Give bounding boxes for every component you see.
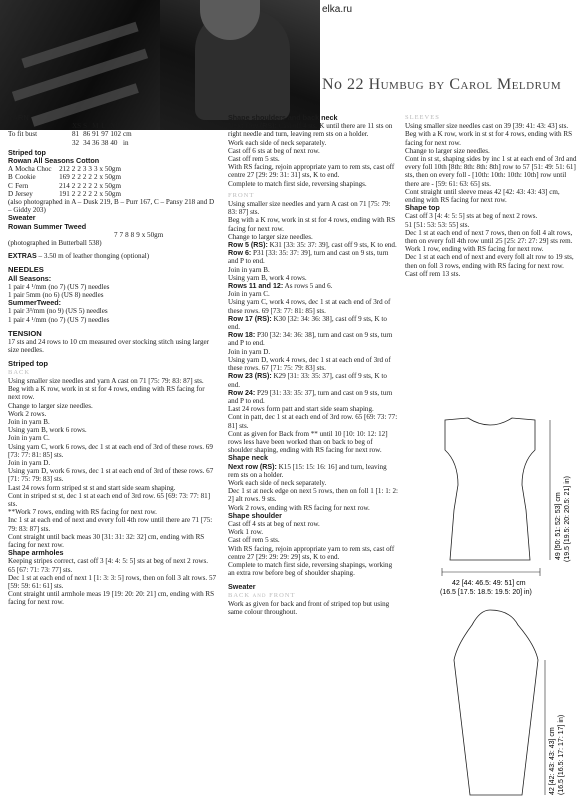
instruction-line: Keeping stripes correct, cast off 3 [4: 4: 5: 5] sts at beg of next 2 rows. xyxy=(8,557,209,566)
sweater-instruction: Work as given for back and front of striped top but using same colour throughout. xyxy=(228,599,390,616)
column-middle xyxy=(228,114,398,616)
instruction-line: Join in yarn C. xyxy=(228,290,270,299)
instruction-line: Cont in striped st st, dec 1 st at each end of 3rd row. 65 [69: 73: 77: 81] sts. xyxy=(8,491,211,508)
needle-line: 1 pair 4 ¹/mm (no 7) (US 7) needles xyxy=(8,282,110,291)
colour-row: C Fern 214 2 2 2 2 2 x 50gm xyxy=(8,181,121,190)
instruction-line: Using yarn D, work 6 rows, dec 1 st at each end of 3rd of these rows. 67 [71: 75: 79: 83] sts. xyxy=(8,467,214,484)
instruction-line: Row 24: P29 [31: 33: 35: 37], turn and cast on 9 sts, turn and P to end. xyxy=(228,388,393,405)
shoulder-instructions xyxy=(228,122,398,188)
shape-top-heading: Shape top xyxy=(405,203,440,213)
instruction-line: Using yarn D, work 4 rows, dec 1 st at each end of 3rd of these rows. 67 [71: 75: 79: 83] sts. xyxy=(228,355,391,373)
front-instructions xyxy=(228,200,398,454)
sweater-yarn-name: Rowan Summer Tweed xyxy=(8,221,87,231)
instruction-line: Cast off 6 sts at beg of next row. xyxy=(228,146,320,155)
instruction-line: Row 6: P31 [33: 35: 37: 39], turn and cast on 9 sts, turn and P to end. xyxy=(228,249,389,266)
sleeves-subheading: SLEEVES xyxy=(405,114,440,121)
sweater-quantities: 7 7 8 8 9 x 50gm xyxy=(114,230,164,239)
instruction-line: Complete to match first side, reversing shapings, working an extra row before beg of shoulder shaping. xyxy=(228,560,393,578)
instruction-line: Beg with a K row, work in st st for 4 rows, ending with RS facing for next row. xyxy=(405,130,573,147)
instruction-line: Join in yarn D. xyxy=(8,458,51,467)
front-subheading: FRONT xyxy=(228,191,255,199)
instruction-line: 51 [51: 53: 53: 55] sts. xyxy=(405,220,470,229)
instruction-line: Change to larger size needles. xyxy=(405,146,490,155)
back-instructions xyxy=(8,377,218,549)
instruction-line: Row 23 (RS): K29 [31: 33: 35: 37], cast off 9 sts, K to end. xyxy=(228,372,387,389)
sleeve-length-label: 42 [42: 43: 43: 43] cm xyxy=(549,727,556,795)
instruction-line: Cast off rem 13 sts. xyxy=(405,269,461,278)
instruction-line: 65 [67: 71: 73: 77] sts. xyxy=(8,565,73,574)
instruction-line: Work each side of neck separately. xyxy=(228,478,327,487)
instruction-line: Join in yarn B. xyxy=(228,265,270,274)
instruction-line: With RS facing, rejoin appropriate yarn to rem sts, cast off centre 27 [29: 29: 29: 29] sts, K to end. xyxy=(228,544,395,561)
instruction-line: Row 18: P30 [32: 34: 36: 38], turn and cast on 9 sts, turn and P to end. xyxy=(228,331,393,348)
instruction-line: Dec 1 st at neck edge on next 5 rows, then on foll 1 [1: 1: 2: 2] alt rows. 9 sts. xyxy=(228,487,399,504)
instruction-line: Using yarn C, work 6 rows, dec 1 st at each end of 3rd of these rows. 69 [73: 77: 81: 85] sts. xyxy=(8,442,213,459)
tension-heading: TENSION xyxy=(8,328,42,338)
needle-line: 1 pair 3³/mm (no 9) (US 5) needles xyxy=(8,307,108,316)
column-right xyxy=(405,114,577,278)
sweater-heading: Sweater xyxy=(8,213,36,223)
instruction-line: Cont straight until sleeve meas 42 [42: 43: 43: 43] cm, ending with RS facing for next row. xyxy=(405,187,560,205)
colour-row: D Jersey 191 2 2 2 2 2 x 50gm xyxy=(8,189,121,198)
instruction-line: Work 2 rows, ending with RS facing for next row. xyxy=(228,503,370,512)
instruction-line: Using yarn B, work 4 rows. xyxy=(228,273,307,282)
instruction-line: Using smaller size needles and yarn A cast on 71 [75: 79: 83: 87] sts. xyxy=(228,200,391,217)
instruction-line: Cont in st st, shaping sides by inc 1 st at each end of 3rd and every foll 10th [8th: 8th: 8th: 8th] row to 57 [51: 49: 51: 61] sts, then on every foll - [10th: 10th: 10th: 10th] row until there are - [59: 61: 63: 65] sts. xyxy=(405,155,577,188)
garment-schematics xyxy=(400,410,585,800)
instruction-line: Beg with a K row, work in st st for 4 rows, ending with RS facing for next row. xyxy=(228,216,396,233)
striped-top-heading: Striped top xyxy=(8,147,46,157)
instruction-line: Dec 1 st at each end of next 1 [1: 3: 3: 5] rows, then on foll 3 alt rows. 57 [59: 59: 61: 61] sts. xyxy=(8,573,217,590)
sweater-photo-note: (photographed in Butterball 538) xyxy=(8,239,102,248)
needles-summer-tweed: SummerTweed: xyxy=(8,298,61,308)
instruction-line: Last 24 rows form striped st st and start side seam shaping. xyxy=(8,483,176,492)
instruction-line: Join in yarn D. xyxy=(228,347,271,356)
sweater-subheading: BACK and FRONT xyxy=(228,591,296,599)
also-photographed: (also photographed in A – Dusk 219, B – Purr 167, C – Pansy 218 and D – Giddy 203) xyxy=(8,198,215,215)
sleeve-length-in-label: (16.5 [16.5: 17: 17: 17] in) xyxy=(558,714,565,795)
needles-all-seasons: All Seasons: xyxy=(8,273,52,283)
sweater-section-heading: Sweater xyxy=(228,582,256,592)
colour-row: A Mocha Choc 212 2 2 3 3 3 x 50gm xyxy=(8,165,121,174)
instruction-line: Work 2 rows. xyxy=(8,409,47,418)
sizes-table: XS S M L XL To fit bust 81 86 91 97 102 cm 32 34 36 38 40 in xyxy=(8,122,132,147)
armhole-instructions xyxy=(8,557,218,606)
instruction-line: Using smaller size needles cast on 39 [39: 41: 43: 43] sts. xyxy=(405,122,569,131)
instruction-line: Inc 1 st at each end of next and every foll 4th row until there are 71 [75: 79: 83: 87] sts. xyxy=(8,516,213,533)
instruction-line: Last 24 rows form patt and start side seam shaping. xyxy=(228,405,374,414)
instruction-line: Next row (RS): Cast off 4 sts, K until there are 11 sts on right needle and turn, leaving rem sts on a holder. xyxy=(228,122,393,139)
sleeve-instructions xyxy=(405,122,577,204)
needles-heading: NEEDLES xyxy=(8,265,44,275)
body-width-in-label: (16.5 [17.5: 18.5: 19.5: 20] in) xyxy=(440,589,532,596)
instruction-line: Row 17 (RS): K30 [32: 34: 36: 38], cast off 9 sts, K to end. xyxy=(228,314,387,332)
instruction-line: Cont straight until back meas 30 [31: 31: 32: 32] cm, ending with RS facing for next row. xyxy=(8,532,205,549)
instruction-line: Work 1 row, ending with RS facing for next row. xyxy=(405,245,544,254)
striped-yarn-name: Rowan All Seasons Cotton xyxy=(8,156,100,166)
instruction-line: Change to larger size needles. xyxy=(228,232,313,241)
shoulders-heading: Shape shoulders and back neck xyxy=(228,113,338,122)
pattern-title: No 22 Humbug by Carol Meldrum xyxy=(322,76,562,93)
instruction-line: Row 5 (RS): K31 [33: 35: 37: 39], cast off 9 sts, K to end. xyxy=(228,241,397,250)
instruction-line: Beg with a K row, work in st st for 4 rows, ending with RS facing for next row. xyxy=(8,385,205,402)
instruction-line: With RS facing, rejoin appropriate yarn to rem sts, cast off centre 27 [29: 29: 31: 31] sts, K to end. xyxy=(228,163,395,180)
instruction-line: Rows 11 and 12: As rows 5 and 6. xyxy=(228,282,333,291)
needle-line: 1 pair 5mm (no 6) (US 8) needles xyxy=(8,291,104,300)
instruction-line: Work 1 row. xyxy=(228,528,264,537)
instruction-line: Next row (RS): K15 [15: 15: 16: 16] and turn, leaving rem sts on a holder. xyxy=(228,462,387,479)
instruction-line: Cont in patt, dec 1 st at each end of 3rd row. 65 [69: 73: 77: 81] sts. xyxy=(228,413,398,430)
body-height-label: 49 [50: 51: 52: 53] cm xyxy=(555,492,562,560)
instruction-line: Dec 1 st at each end of next 7 rows, then on foll 4 alt rows, then on every foll 4th row until 25 [25: 27: 27: 29] sts rem. xyxy=(405,228,573,246)
instruction-line: Using smaller size needles and yarn A cast on 71 [75: 79: 83: 87] sts. xyxy=(8,376,204,385)
instruction-line: Work each side of neck separately. xyxy=(228,138,327,147)
striped-top-section: Striped top xyxy=(8,359,49,369)
instruction-line: Cast off 4 sts at beg of next row. xyxy=(228,519,320,528)
instruction-line: Join in yarn B. xyxy=(8,417,50,426)
instruction-line: Cont as given for Back from ** until 10 [10: 10: 12: 12] rows less have been worked than on back to beg of shoulder shaping, ending with RS facing for next row. xyxy=(228,429,388,455)
instruction-line: Cast off rem 5 sts. xyxy=(228,155,280,164)
neck-instructions xyxy=(228,463,398,512)
instruction-line: Cast off rem 5 sts. xyxy=(228,536,280,545)
instruction-line: Cont straight until armhole meas 19 [19: 20: 20: 21] cm, ending with RS facing for next row. xyxy=(8,590,215,607)
yarn-heading: YARN xyxy=(8,113,29,122)
site-watermark: elka.ru xyxy=(322,4,353,15)
body-height-in-label: (19.5 [19.5: 20: 20.5: 21] in) xyxy=(564,475,571,562)
instruction-line: **Work 7 rows, ending with RS facing for next row. xyxy=(8,508,157,517)
instruction-line: Join in yarn C. xyxy=(8,434,50,443)
shoulder-heading: Shape shoulder xyxy=(228,510,282,520)
extras: EXTRAS – 3.50 m of leather thonging (optional) xyxy=(8,252,150,261)
tension-text: 17 sts and 24 rows to 10 cm measured over stocking stitch using larger size needles. xyxy=(8,338,210,355)
shoulder-shape-instructions xyxy=(228,520,398,577)
instruction-line: Using yarn B, work 6 rows. xyxy=(8,426,87,435)
cover-photo xyxy=(0,0,320,130)
body-schematic xyxy=(440,418,571,596)
armholes-heading: Shape armholes xyxy=(8,548,64,558)
instruction-line: Cast off 3 [4: 4: 5: 5] sts at beg of next 2 rows. xyxy=(405,212,538,221)
instruction-line: Complete to match first side, reversing shapings. xyxy=(228,179,367,188)
instruction-line: Using yarn C, work 4 rows, dec 1 st at each end of 3rd of these rows. 69 [73: 77: 81: 85] sts. xyxy=(228,298,391,315)
back-subheading: BACK xyxy=(8,368,31,376)
instruction-line: Dec 1 st at each end of next and every foll alt row to 19 sts, then on foll 3 rows, ending with RS facing for next row. xyxy=(405,253,574,270)
shape-top-instructions xyxy=(405,212,577,278)
colour-row: B Cookie 169 2 2 2 2 2 x 50gm xyxy=(8,173,121,182)
sleeve-schematic xyxy=(454,610,565,795)
body-width-label: 42 [44: 46.5: 49: 51] cm xyxy=(452,580,526,587)
colours-table xyxy=(8,165,123,198)
instruction-line: Change to larger size needles. xyxy=(8,401,93,410)
neck-heading: Shape neck xyxy=(228,453,268,463)
column-left xyxy=(8,114,218,607)
needle-line: 1 pair 4 ¹/mm (no 7) (US 7) needles xyxy=(8,315,110,324)
